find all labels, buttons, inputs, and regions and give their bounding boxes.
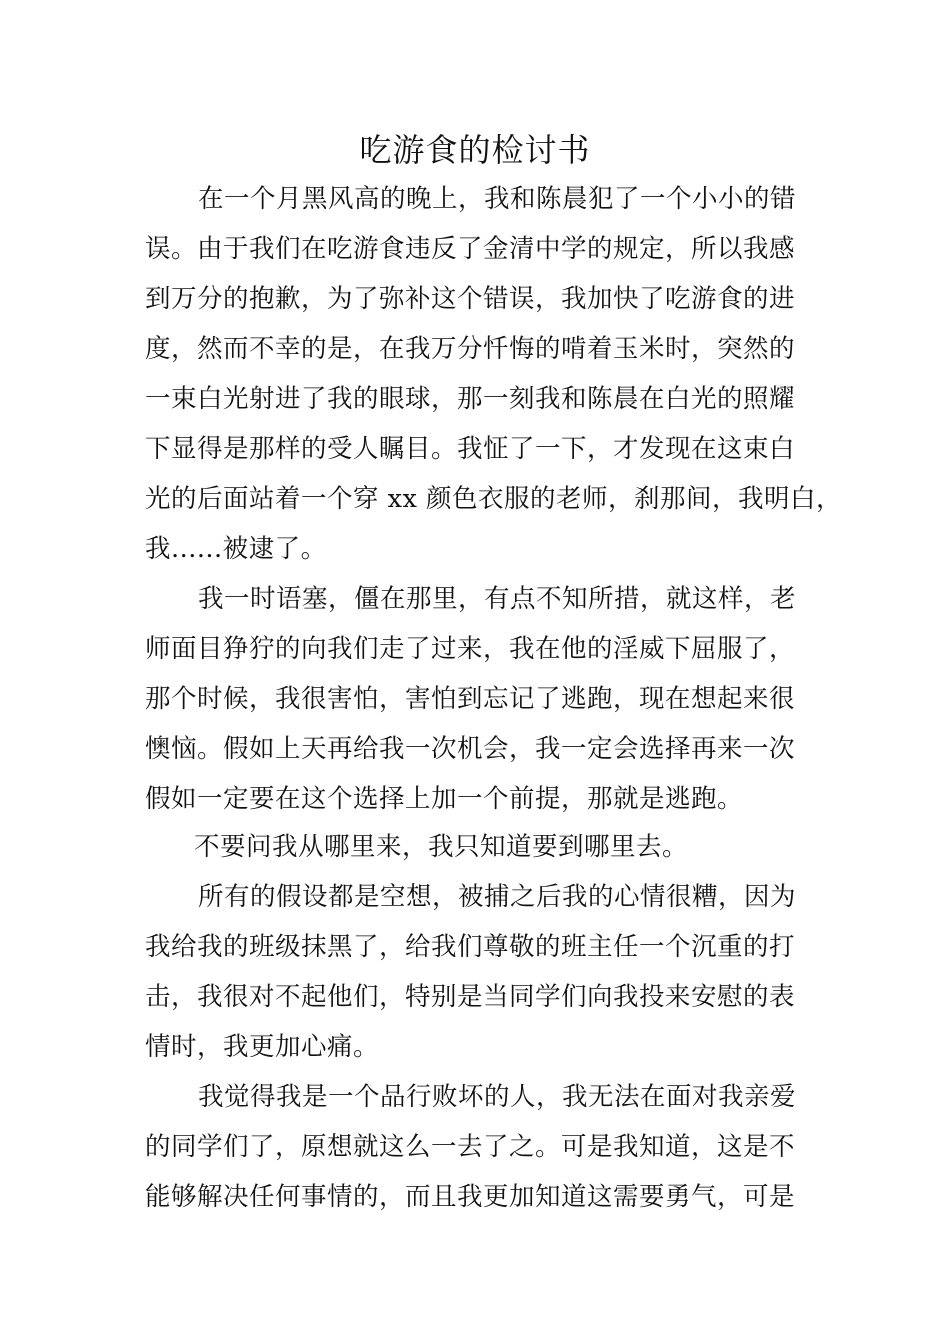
text-line: 击，我很对不起他们，特别是当同学们向我投来安慰的表 xyxy=(145,982,796,1012)
text-line: 我给我的班级抹黑了，给我们尊敬的班主任一个沉重的打 xyxy=(145,932,796,962)
text-line: 师面目狰狞的向我们走了过来，我在他的淫威下屈服了， xyxy=(145,634,796,664)
text-line: 误。由于我们在吃游食违反了金清中学的规定，所以我感 xyxy=(145,234,796,264)
document-title: 吃游食的检讨书 xyxy=(359,131,591,169)
text-line: 的同学们了，原想就这么一去了之。可是我知道，这是不 xyxy=(145,1132,796,1162)
text-line: 所有的假设都是空想，被捕之后我的心情很糟，因为 xyxy=(198,882,797,912)
text-line: 我......被逮了。 xyxy=(145,534,327,564)
text-line: 不要问我从哪里来，我只知道要到哪里去。 xyxy=(194,832,689,862)
text-line: 在一个月黑风高的晚上，我和陈晨犯了一个小小的错 xyxy=(198,184,797,214)
text-line: 那个时候，我很害怕，害怕到忘记了逃跑，现在想起来很 xyxy=(145,684,796,714)
text-line: 能够解决任何事情的，而且我更加知道这需要勇气，可是 xyxy=(145,1182,796,1212)
text-line: 下显得是那样的受人瞩目。我怔了一下，才发现在这束白 xyxy=(145,434,796,464)
text-line: 我觉得我是一个品行败坏的人，我无法在面对我亲爱 xyxy=(198,1082,797,1112)
text-line: 度，然而不幸的是，在我万分忏悔的啃着玉米时，突然的 xyxy=(145,334,796,364)
text-line: 懊恼。假如上天再给我一次机会，我一定会选择再来一次 xyxy=(145,734,796,764)
text-line: 到万分的抱歉，为了弥补这个错误，我加快了吃游食的进 xyxy=(145,284,796,314)
text-line: 一束白光射进了我的眼球，那一刻我和陈晨在白光的照耀 xyxy=(145,384,796,414)
text-line: 假如一定要在这个选择上加一个前提，那就是逃跑。 xyxy=(145,784,744,814)
text-line: 我一时语塞，僵在那里，有点不知所措，就这样，老 xyxy=(198,584,797,614)
text-line: 光的后面站着一个穿 xx 颜色衣服的老师，刹那间，我明白， xyxy=(145,484,842,514)
text-line: 情时，我更加心痛。 xyxy=(145,1032,380,1062)
